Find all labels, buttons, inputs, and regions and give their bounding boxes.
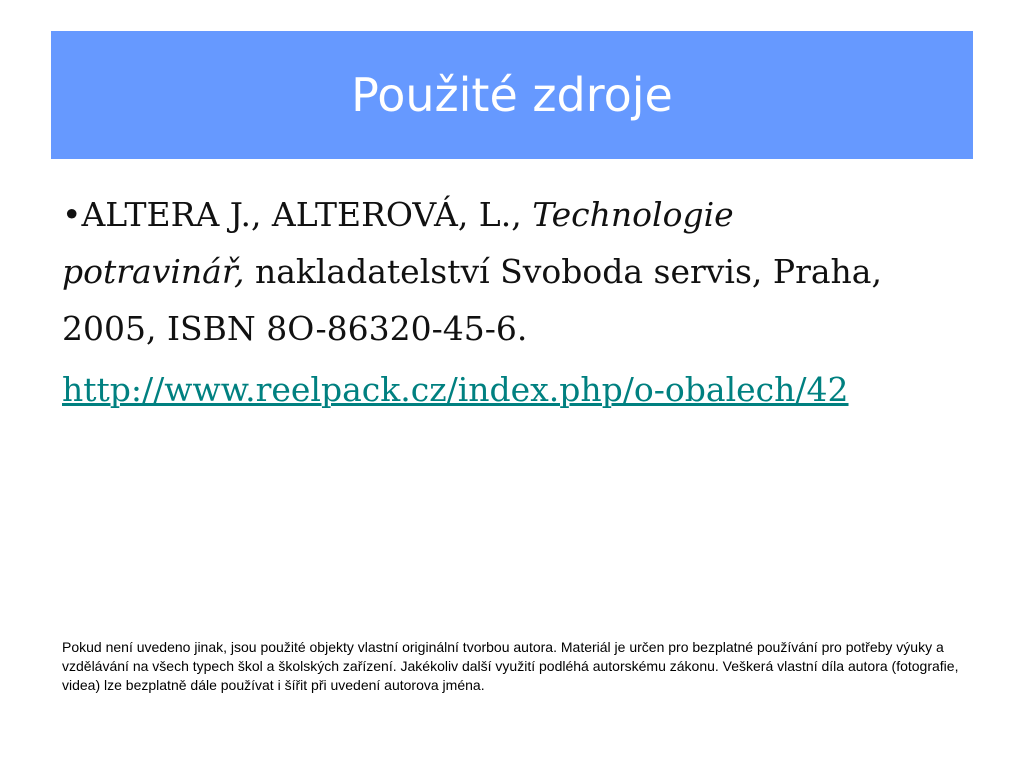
reference-item <box>62 186 922 357</box>
slide-title: Použité zdroje <box>351 68 673 122</box>
footer-notice <box>62 638 962 695</box>
footer-text: Pokud není uvedeno jinak, jsou použité objekty vlastní originální tvorbou autora. Materiál je určen pro bezplatné používání pro potřeby výuky a vzdělávání na všech typech škol a školských zařízení. Jakékoliv další využití podléhá autorskému zákonu. Veškerá vlastní díla autora (fotografie, videa) lze bezplatně dále používat i šířit při uvedení autorova jména. <box>62 639 959 693</box>
reference-details: nakladatelství Svoboda servis, Praha, 2005, ISBN 8O-86320-45-6. <box>62 252 882 348</box>
title-bar <box>51 31 973 159</box>
reference-authors: ALTERA J., ALTEROVÁ, L., <box>81 195 533 234</box>
reference-book-title: Technologie potravinář, <box>62 195 734 291</box>
reference-link[interactable]: http://www.reelpack.cz/index.php/o-obalech/42 <box>62 370 849 409</box>
bullet: • <box>62 195 82 234</box>
content-area <box>62 186 922 418</box>
link-item <box>62 361 922 418</box>
